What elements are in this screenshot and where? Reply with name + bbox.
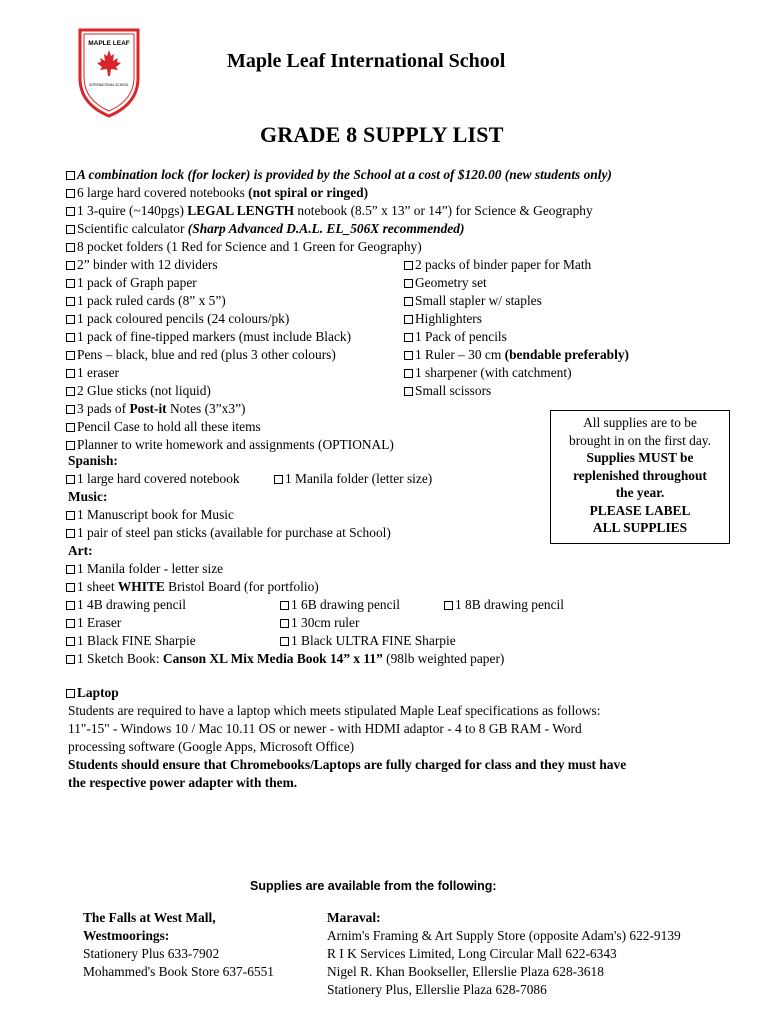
checkbox[interactable]: [280, 637, 289, 646]
item-eraser: 1 eraser: [66, 364, 119, 382]
checkbox[interactable]: [404, 279, 413, 288]
item-postit: 3 pads of Post-it Notes (3”x3”): [66, 400, 245, 418]
checkbox[interactable]: [66, 475, 75, 484]
item-ruler: 1 Ruler – 30 cm (bendable preferably): [404, 346, 629, 364]
checkbox[interactable]: [66, 297, 75, 306]
checkbox[interactable]: [66, 189, 75, 198]
checkbox[interactable]: [66, 405, 75, 414]
notice-line: ALL SUPPLIES: [592, 520, 688, 535]
item-sharpie-ultra: 1 Black ULTRA FINE Sharpie: [280, 632, 456, 650]
checkbox[interactable]: [66, 243, 75, 252]
checkbox[interactable]: [66, 207, 75, 216]
checkbox[interactable]: [66, 619, 75, 628]
supplier-entry: Nigel R. Khan Bookseller, Ellerslie Plaza 628-3618: [327, 964, 604, 979]
item-binder: 2” binder with 12 dividers: [66, 256, 218, 274]
item-ruled-cards: 1 pack ruled cards (8” x 5”): [66, 292, 226, 310]
item-calculator: Scientific calculator (Sharp Advanced D.A.L. EL_506X recommended): [66, 220, 464, 238]
checkbox[interactable]: [66, 279, 75, 288]
checkbox[interactable]: [66, 225, 75, 234]
item-pencil-4b: 1 4B drawing pencil: [66, 596, 186, 614]
checkbox[interactable]: [66, 261, 75, 270]
item-scissors: Small scissors: [404, 382, 491, 400]
notice-line: Supplies MUST be: [586, 450, 694, 465]
checkbox[interactable]: [66, 689, 75, 698]
checkbox[interactable]: [66, 423, 75, 432]
item-markers: 1 pack of fine-tipped markers (must include Black): [66, 328, 351, 346]
notice-line: All supplies are to be: [583, 415, 697, 430]
checkbox[interactable]: [444, 601, 453, 610]
checkbox[interactable]: [66, 441, 75, 450]
checkbox[interactable]: [404, 369, 413, 378]
item-pack-pencils: 1 Pack of pencils: [404, 328, 507, 346]
checkbox[interactable]: [404, 387, 413, 396]
supplier-entry: Arnim's Framing & Art Supply Store (opposite Adam's) 622-9139: [327, 928, 681, 943]
checkbox[interactable]: [66, 583, 75, 592]
item-lock: A combination lock (for locker) is provided by the School at a cost of $120.00 (new students only): [66, 166, 612, 184]
laptop-spec-line: Students are required to have a laptop which meets stipulated Maple Leaf specifications as follows:: [68, 703, 601, 718]
section-heading-spanish: Spanish:: [68, 453, 118, 468]
item-spanish-folder: 1 Manila folder (letter size): [274, 470, 432, 488]
checkbox[interactable]: [404, 351, 413, 360]
supplier-entry: Stationery Plus, Ellerslie Plaza 628-7086: [327, 982, 547, 997]
item-manuscript: 1 Manuscript book for Music: [66, 506, 234, 524]
item-geometry: Geometry set: [404, 274, 487, 292]
item-bristol-board: 1 sheet WHITE Bristol Board (for portfolio): [66, 578, 319, 596]
notice-line: PLEASE LABEL: [589, 502, 691, 518]
supplier-heading-west-mall: The Falls at West Mall,: [83, 910, 216, 925]
checkbox[interactable]: [66, 529, 75, 538]
item-coloured-pencils: 1 pack coloured pencils (24 colours/pk): [66, 310, 289, 328]
checkbox[interactable]: [66, 511, 75, 520]
notice-line: brought in on the first day.: [569, 432, 711, 448]
laptop-note-line: the respective power adapter with them.: [68, 775, 298, 790]
laptop-spec-line: 11"-15" - Windows 10 / Mac 10.11 OS or newer - with HDMI adaptor - 4 to 8 GB RAM - Word: [68, 721, 582, 736]
item-pencil-8b: 1 8B drawing pencil: [444, 596, 564, 614]
item-art-eraser: 1 Eraser: [66, 614, 121, 632]
checkbox[interactable]: [66, 369, 75, 378]
checkbox[interactable]: [66, 387, 75, 396]
section-heading-art: Art:: [68, 543, 93, 558]
item-planner: Planner to write homework and assignments (OPTIONAL): [66, 436, 394, 454]
supplier-heading-maraval: Maraval:: [327, 910, 381, 925]
notice-line: the year.: [615, 485, 665, 500]
item-sketch-book: 1 Sketch Book: Canson XL Mix Media Book 14” x 11” (98lb weighted paper): [66, 650, 504, 668]
supplier-heading-west-mall: Westmoorings:: [83, 928, 170, 943]
list-title: GRADE 8 SUPPLY LIST: [260, 122, 504, 147]
item-quire-notebook: 1 3-quire (~140pgs) LEGAL LENGTH notebook (8.5” x 13” or 14”) for Science & Geography: [66, 202, 593, 220]
checkbox[interactable]: [66, 637, 75, 646]
item-art-manila: 1 Manila folder - letter size: [66, 560, 223, 578]
item-graph-paper: 1 pack of Graph paper: [66, 274, 197, 292]
supplier-entry: R I K Services Limited, Long Circular Mall 622-6343: [327, 946, 617, 961]
item-notebooks: 6 large hard covered notebooks (not spiral or ringed): [66, 184, 368, 202]
checkbox[interactable]: [66, 171, 75, 180]
checkbox[interactable]: [280, 601, 289, 610]
logo-text-top: MAPLE LEAF: [88, 40, 130, 47]
item-binder-paper: 2 packs of binder paper for Math: [404, 256, 591, 274]
checkbox[interactable]: [404, 297, 413, 306]
checkbox[interactable]: [280, 619, 289, 628]
school-logo: [78, 26, 140, 118]
section-heading-music: Music:: [68, 489, 108, 504]
item-pencil-6b: 1 6B drawing pencil: [280, 596, 400, 614]
item-pan-sticks: 1 pair of steel pan sticks (available for purchase at School): [66, 524, 391, 542]
item-pencil-case: Pencil Case to hold all these items: [66, 418, 261, 436]
item-spanish-notebook: 1 large hard covered notebook: [66, 470, 240, 488]
supplier-entry: Stationery Plus 633-7902: [83, 946, 220, 961]
item-highlighters: Highlighters: [404, 310, 482, 328]
laptop-spec-line: processing software (Google Apps, Microsoft Office): [68, 739, 355, 754]
checkbox[interactable]: [66, 601, 75, 610]
notice-box: [550, 410, 730, 544]
item-glue: 2 Glue sticks (not liquid): [66, 382, 211, 400]
item-folders: 8 pocket folders (1 Red for Science and 1 Green for Geography): [66, 238, 422, 256]
checkbox[interactable]: [404, 333, 413, 342]
item-stapler: Small stapler w/ staples: [404, 292, 542, 310]
checkbox[interactable]: [404, 261, 413, 270]
checkbox[interactable]: [66, 333, 75, 342]
checkbox[interactable]: [274, 475, 283, 484]
checkbox[interactable]: [404, 315, 413, 324]
item-sharpie-fine: 1 Black FINE Sharpie: [66, 632, 196, 650]
item-sharpener: 1 sharpener (with catchment): [404, 364, 572, 382]
item-pens: Pens – black, blue and red (plus 3 other colours): [66, 346, 336, 364]
item-art-ruler: 1 30cm ruler: [280, 614, 359, 632]
checkbox[interactable]: [66, 351, 75, 360]
notice-line: replenished throughout: [573, 467, 707, 483]
supplier-entry: Mohammed's Book Store 637-6551: [83, 964, 274, 979]
checkbox[interactable]: [66, 655, 75, 664]
item-laptop: Laptop: [66, 684, 119, 702]
checkbox[interactable]: [66, 315, 75, 324]
checkbox[interactable]: [66, 565, 75, 574]
logo-text-bottom: INTERNATIONAL SCHOOL: [89, 83, 129, 87]
suppliers-title: Supplies are available from the following:: [250, 879, 497, 893]
school-name: Maple Leaf International School: [227, 50, 506, 72]
laptop-note-line: Students should ensure that Chromebooks/Laptops are fully charged for class and they must have: [68, 757, 627, 772]
